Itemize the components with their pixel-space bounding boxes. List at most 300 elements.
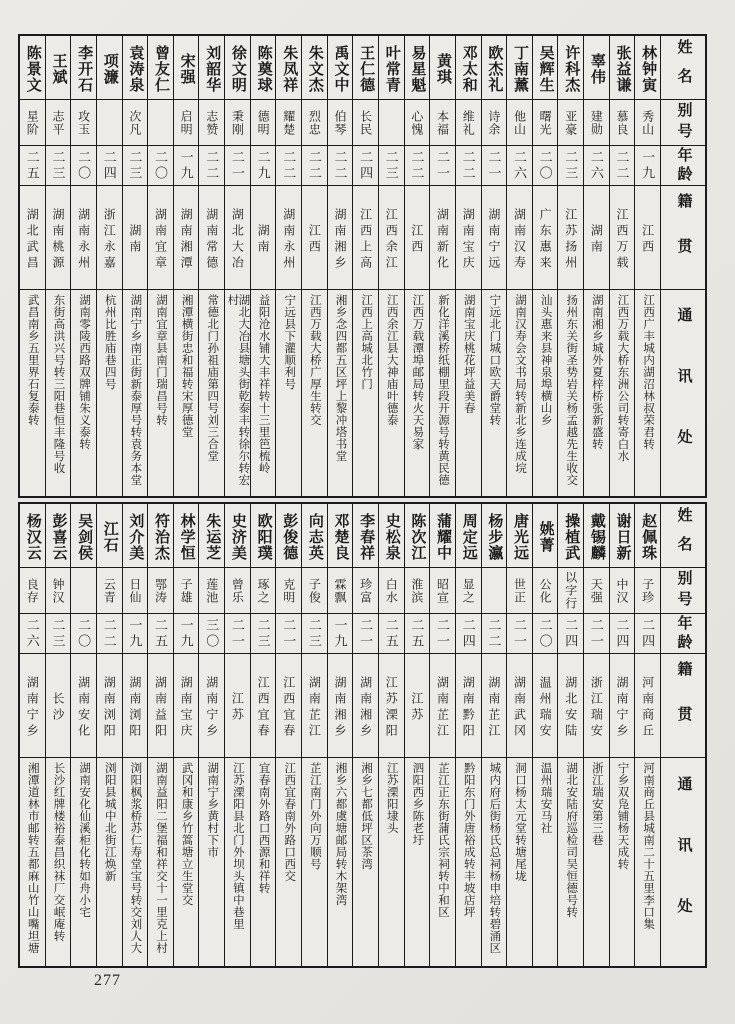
alias-cell-text: 莲池 [204, 577, 219, 604]
alias-cell [558, 100, 583, 146]
alias-cell [353, 568, 378, 614]
person-column [173, 36, 199, 496]
alias-cell [533, 100, 558, 146]
alias-cell-text: 显之 [461, 577, 476, 604]
name-cell-text: 丁南薰 [511, 45, 528, 93]
age-cell-text: 二五 [409, 617, 425, 650]
name-cell [71, 36, 96, 100]
age-cell [507, 146, 532, 186]
name-cell-text: 叶常青 [383, 45, 400, 93]
person-column [352, 36, 378, 496]
name-cell [405, 504, 430, 568]
origin-cell [456, 186, 481, 290]
alias-cell [174, 568, 199, 614]
origin-cell-text: 湖南宁乡 [204, 676, 219, 740]
alias-cell-text: 昭宣 [435, 577, 450, 604]
age-cell [123, 614, 148, 654]
address-cell [379, 290, 404, 496]
origin-cell [533, 186, 558, 290]
name-cell-text: 陈景文 [24, 45, 41, 93]
person-column [532, 36, 558, 496]
alias-cell [302, 568, 327, 614]
person-column [378, 36, 404, 496]
age-cell [405, 146, 430, 186]
address-cell-text: 湖南宝庆桃花坪益美春 [462, 294, 475, 414]
table-header-column [660, 36, 705, 496]
name-cell-text: 吴剑侯 [76, 513, 93, 561]
age-cell [20, 614, 45, 654]
address-cell-text: 湖北安陆府巡检司吴恒德号转 [565, 762, 578, 918]
age-cell [610, 146, 635, 186]
page-number: 277 [94, 972, 121, 989]
header-age-label: 年龄 [675, 146, 692, 185]
person-column [583, 36, 609, 496]
header-alias [661, 568, 705, 614]
age-cell-text: 三〇 [204, 617, 220, 650]
person-column [609, 36, 635, 496]
age-cell-text: 二一 [588, 617, 604, 650]
age-cell-text: 二二 [101, 617, 117, 650]
address-cell [71, 758, 96, 966]
name-cell [123, 36, 148, 100]
name-cell-text: 林钟寅 [640, 45, 657, 93]
name-cell-text: 操植武 [563, 513, 580, 561]
origin-cell-text: 湖南新化 [435, 208, 450, 272]
address-cell-text: 浏阳枫浆桥苏仁寿堂宝号转交刘人大 [129, 762, 142, 954]
alias-cell [610, 568, 635, 614]
age-cell [46, 146, 71, 186]
header-origin-label: 籍贯 [675, 192, 692, 283]
age-cell [302, 146, 327, 186]
alias-cell [123, 568, 148, 614]
origin-cell [71, 186, 96, 290]
origin-cell-text: 江西 [409, 224, 424, 256]
age-cell-text: 一九 [332, 617, 348, 650]
alias-cell-text: 公化 [538, 577, 553, 604]
name-cell [558, 504, 583, 568]
origin-cell-text: 湖南芷江 [435, 676, 450, 740]
name-cell-text: 项濂 [101, 53, 118, 85]
origin-cell-text: 江苏 [230, 692, 245, 724]
age-cell [20, 146, 45, 186]
age-cell-text: 二〇 [76, 617, 92, 650]
alias-cell [328, 568, 353, 614]
directory-table-upper [18, 34, 707, 498]
directory-table-lower [18, 502, 707, 968]
address-cell-text: 湖南宜章县南门瑞昌号转 [155, 294, 167, 426]
origin-cell-text: 湖南宁乡 [615, 676, 630, 740]
name-cell-text: 黄琪 [435, 53, 452, 85]
age-cell [507, 614, 532, 654]
header-origin [661, 186, 705, 290]
age-cell [302, 614, 327, 654]
address-cell [430, 290, 455, 496]
header-name [661, 36, 705, 100]
alias-cell [199, 568, 224, 614]
origin-cell [558, 186, 583, 290]
origin-cell-text: 江西余江 [384, 208, 399, 272]
name-cell-text: 史济美 [229, 513, 246, 561]
age-cell [71, 146, 96, 186]
alias-cell [148, 100, 173, 146]
alias-cell [71, 568, 96, 614]
person-column [198, 36, 224, 496]
age-cell-text: 一九 [178, 149, 194, 182]
alias-cell [430, 100, 455, 146]
address-cell [533, 758, 558, 966]
name-cell [199, 36, 224, 100]
name-cell-text: 欧杰礼 [486, 45, 503, 93]
age-cell [46, 614, 71, 654]
address-cell [225, 290, 250, 496]
name-cell [328, 504, 353, 568]
name-cell-text: 易星魁 [409, 45, 426, 93]
person-columns [20, 36, 660, 496]
origin-cell [379, 186, 404, 290]
age-cell [276, 614, 301, 654]
origin-cell [174, 654, 199, 758]
name-cell-text: 杨汉云 [24, 513, 41, 561]
alias-cell-text: 子雄 [179, 577, 194, 604]
origin-cell-text: 湖南 [589, 224, 604, 256]
name-cell [430, 36, 455, 100]
origin-cell-text: 湖南 [127, 224, 142, 256]
address-cell-text: 湖南宁乡黄村下市 [206, 762, 219, 858]
origin-cell [482, 186, 507, 290]
age-cell [225, 146, 250, 186]
header-age [661, 146, 705, 186]
name-cell-text: 林学恒 [178, 513, 195, 561]
name-cell [302, 36, 327, 100]
name-cell [302, 504, 327, 568]
alias-cell-text: 本福 [435, 109, 450, 136]
address-cell [20, 758, 45, 966]
origin-cell-text: 长沙 [50, 692, 65, 724]
address-cell [46, 290, 71, 496]
age-cell [328, 146, 353, 186]
address-cell [174, 290, 199, 496]
name-cell [353, 504, 378, 568]
address-cell [430, 758, 455, 966]
origin-cell [46, 654, 71, 758]
age-cell [635, 146, 660, 186]
origin-cell-text: 江西万载 [615, 208, 630, 272]
age-cell [251, 146, 276, 186]
address-cell [635, 290, 660, 496]
address-cell [379, 758, 404, 966]
name-cell-text: 史松泉 [383, 513, 400, 561]
header-age [661, 614, 705, 654]
name-cell [71, 504, 96, 568]
alias-cell [302, 100, 327, 146]
origin-cell-text: 广东惠来 [538, 208, 553, 272]
address-cell-text: 泗阳西乡陈老圩 [411, 762, 424, 846]
origin-cell [20, 186, 45, 290]
address-cell [251, 290, 276, 496]
name-cell [507, 504, 532, 568]
name-cell-text: 唐光远 [511, 513, 528, 561]
name-cell-text: 吴辉生 [537, 45, 554, 93]
name-cell [20, 36, 45, 100]
address-cell-text: 江西宜春南外路口西交 [283, 762, 296, 882]
alias-cell [610, 100, 635, 146]
address-cell-text: 宁乡双凫铺杨天成转 [616, 762, 629, 870]
alias-cell-text: 霖飘 [332, 577, 347, 604]
origin-cell [199, 186, 224, 290]
age-cell [584, 614, 609, 654]
name-cell-text: 朱运芝 [204, 513, 221, 561]
address-cell-text: 江西上高城北竹门 [360, 294, 373, 390]
age-cell [148, 614, 173, 654]
age-cell-text: 二一 [281, 617, 297, 650]
person-column [250, 36, 276, 496]
person-column [147, 36, 173, 496]
age-cell-text: 二六 [511, 149, 527, 182]
alias-cell [456, 100, 481, 146]
alias-cell [533, 568, 558, 614]
origin-cell-text: 湖南宜章 [153, 208, 168, 272]
person-column [557, 504, 583, 966]
header-alias [661, 100, 705, 146]
alias-cell [405, 100, 430, 146]
name-cell-text: 陈奠球 [255, 45, 272, 93]
alias-cell-text: 伯琴 [332, 109, 347, 136]
address-cell-text: 扬州东关街圣势岩关杨孟越先生收交 [565, 294, 578, 486]
address-cell [123, 290, 148, 496]
name-cell [610, 504, 635, 568]
address-cell [302, 290, 327, 496]
person-column [45, 504, 71, 966]
age-cell-text: 二一 [435, 617, 451, 650]
alias-cell [379, 568, 404, 614]
alias-cell-text: 耀楚 [281, 109, 296, 136]
age-cell-text: 二〇 [537, 149, 553, 182]
alias-cell-text: 德明 [256, 109, 271, 136]
origin-cell [71, 654, 96, 758]
person-column [96, 504, 122, 966]
address-cell [558, 758, 583, 966]
age-cell [225, 614, 250, 654]
name-cell [405, 36, 430, 100]
age-cell-text: 二六 [24, 617, 40, 650]
header-name-label: 姓名 [675, 506, 692, 565]
name-cell [610, 36, 635, 100]
name-cell-text: 戴锡麟 [588, 513, 605, 561]
header-address [661, 758, 705, 966]
alias-cell-text: 子珍 [640, 577, 655, 604]
alias-cell-text: 子俊 [307, 577, 322, 604]
origin-cell-text: 河南商丘 [640, 676, 655, 740]
person-column [455, 36, 481, 496]
name-cell-text: 陈次江 [409, 513, 426, 561]
alias-cell [199, 100, 224, 146]
person-column [481, 36, 507, 496]
origin-cell-text: 湖南宁乡 [25, 676, 40, 740]
name-cell [276, 36, 301, 100]
alias-cell-text: 烈忠 [307, 109, 322, 136]
age-cell [199, 614, 224, 654]
person-columns [20, 504, 660, 966]
name-cell [635, 36, 660, 100]
address-cell [174, 758, 199, 966]
address-cell-text: 江西万载大桥东洲公司转寄白水 [616, 294, 629, 462]
origin-cell-text: 江苏扬州 [563, 208, 578, 272]
person-column [327, 504, 353, 966]
age-cell-text: 二四 [101, 149, 117, 182]
origin-cell-text: 江苏 [409, 692, 424, 724]
name-cell [482, 36, 507, 100]
address-cell [328, 758, 353, 966]
age-cell-text: 二九 [255, 149, 271, 182]
name-cell-text: 辜伟 [588, 53, 605, 85]
alias-cell [584, 100, 609, 146]
name-cell [456, 504, 481, 568]
address-cell [558, 290, 583, 496]
age-cell-text: 二三 [127, 149, 143, 182]
person-column [96, 36, 122, 496]
alias-cell-text: 天强 [589, 577, 604, 604]
name-cell-text: 王斌 [50, 53, 67, 85]
person-column [20, 504, 45, 966]
origin-cell-text: 湖南益阳 [153, 676, 168, 740]
alias-cell [507, 568, 532, 614]
address-cell-text: 湘乡念四都五区坪上黎冲塔书堂 [334, 294, 347, 462]
age-cell [97, 614, 122, 654]
name-cell [379, 36, 404, 100]
origin-cell [353, 186, 378, 290]
address-cell-text: 湖南益阳二堡福和祥交十一里克上村 [155, 762, 167, 954]
address-cell [97, 290, 122, 496]
age-cell [558, 146, 583, 186]
address-cell-text: 湖南零陵西路双牌铺朱义泰转 [78, 294, 91, 450]
origin-cell-text: 湖南宝庆 [461, 208, 476, 272]
address-cell [199, 758, 224, 966]
origin-cell [302, 654, 327, 758]
address-cell [610, 290, 635, 496]
name-cell [584, 504, 609, 568]
address-cell-text: 湘乡七都低坪区茶湾 [360, 762, 373, 870]
person-column [198, 504, 224, 966]
person-column [224, 36, 250, 496]
age-cell [174, 614, 199, 654]
alias-cell [97, 568, 122, 614]
name-cell-text: 禹文中 [332, 45, 349, 93]
alias-cell-text: 中汉 [615, 577, 630, 604]
age-cell [276, 146, 301, 186]
age-cell-text: 二四 [358, 149, 374, 182]
alias-cell [635, 100, 660, 146]
name-cell [328, 36, 353, 100]
person-column [147, 504, 173, 966]
origin-cell-text: 江苏溧阳 [384, 676, 399, 740]
address-cell [482, 758, 507, 966]
origin-cell [225, 654, 250, 758]
alias-cell [46, 568, 71, 614]
origin-cell [379, 654, 404, 758]
address-cell [71, 290, 96, 496]
origin-cell [635, 186, 660, 290]
name-cell-text: 李开石 [76, 45, 93, 93]
origin-cell [558, 654, 583, 758]
age-cell-text: 二三 [563, 149, 579, 182]
origin-cell [584, 654, 609, 758]
age-cell-text: 二五 [153, 617, 168, 650]
address-cell [405, 290, 430, 496]
alias-cell-text: 志赞 [204, 109, 219, 136]
person-column [122, 36, 148, 496]
age-cell [379, 146, 404, 186]
name-cell-text: 邓太和 [460, 45, 477, 93]
origin-cell-text: 湖南永州 [76, 208, 91, 272]
age-cell [482, 614, 507, 654]
alias-cell [456, 568, 481, 614]
age-cell [584, 146, 609, 186]
alias-cell-text: 鄂涛 [153, 577, 168, 604]
age-cell-text: 二二 [204, 149, 220, 182]
name-cell-text: 姚菁 [537, 521, 554, 553]
address-cell [482, 290, 507, 496]
name-cell [635, 504, 660, 568]
address-cell [635, 758, 660, 966]
origin-cell-text: 湖南永州 [281, 208, 296, 272]
age-cell-text: 一九 [127, 617, 143, 650]
person-column [301, 504, 327, 966]
age-cell-text: 二二 [614, 149, 630, 182]
age-cell-text: 二一 [486, 149, 502, 182]
alias-cell-text: 攻玉 [76, 109, 91, 136]
alias-cell [251, 568, 276, 614]
alias-cell [71, 100, 96, 146]
name-cell [46, 36, 71, 100]
age-cell-text: 二〇 [153, 149, 168, 182]
age-cell [148, 146, 173, 186]
person-column [557, 36, 583, 496]
origin-cell [507, 654, 532, 758]
address-cell-text: 长沙红牌楼裕泰昌织袜厂交岷庵转 [52, 762, 65, 942]
address-cell [199, 290, 224, 496]
name-cell [123, 504, 148, 568]
name-cell-text: 向志英 [306, 513, 323, 561]
origin-cell [610, 654, 635, 758]
origin-cell-text: 湖南浏阳 [102, 676, 117, 740]
address-cell-text: 黔阳东门外唐裕成转丰坡店坪 [462, 762, 475, 918]
origin-cell [123, 186, 148, 290]
origin-cell-text: 湖北武昌 [25, 208, 40, 272]
age-cell [199, 146, 224, 186]
address-cell-text: 河南商丘县城南二十五里李口集 [642, 762, 655, 930]
address-cell-text: 武昌南乡五里界石复泰转 [26, 294, 39, 426]
alias-cell-text: 日仙 [127, 577, 142, 604]
name-cell [251, 36, 276, 100]
origin-cell-text: 湖南芷江 [307, 676, 322, 740]
alias-cell-text: 淮滨 [409, 577, 424, 604]
origin-cell-text: 江西宜春 [281, 676, 296, 740]
alias-cell-text: 星阶 [25, 109, 40, 136]
address-cell-text: 宁远北门城口欧天爵堂转 [488, 294, 501, 426]
address-cell [405, 758, 430, 966]
origin-cell [610, 186, 635, 290]
origin-cell-text: 湖南湘乡 [332, 676, 347, 740]
address-cell-text: 江苏溧阳埭头 [385, 762, 398, 834]
person-column [429, 36, 455, 496]
address-cell [302, 758, 327, 966]
origin-cell [353, 654, 378, 758]
origin-cell [635, 654, 660, 758]
name-cell-text: 邓楚良 [332, 513, 349, 561]
name-cell [148, 504, 173, 568]
address-cell-text: 武冈和康乡竹篙塘立生堂交 [180, 762, 193, 906]
origin-cell-text: 湖北大冶 [230, 208, 245, 272]
